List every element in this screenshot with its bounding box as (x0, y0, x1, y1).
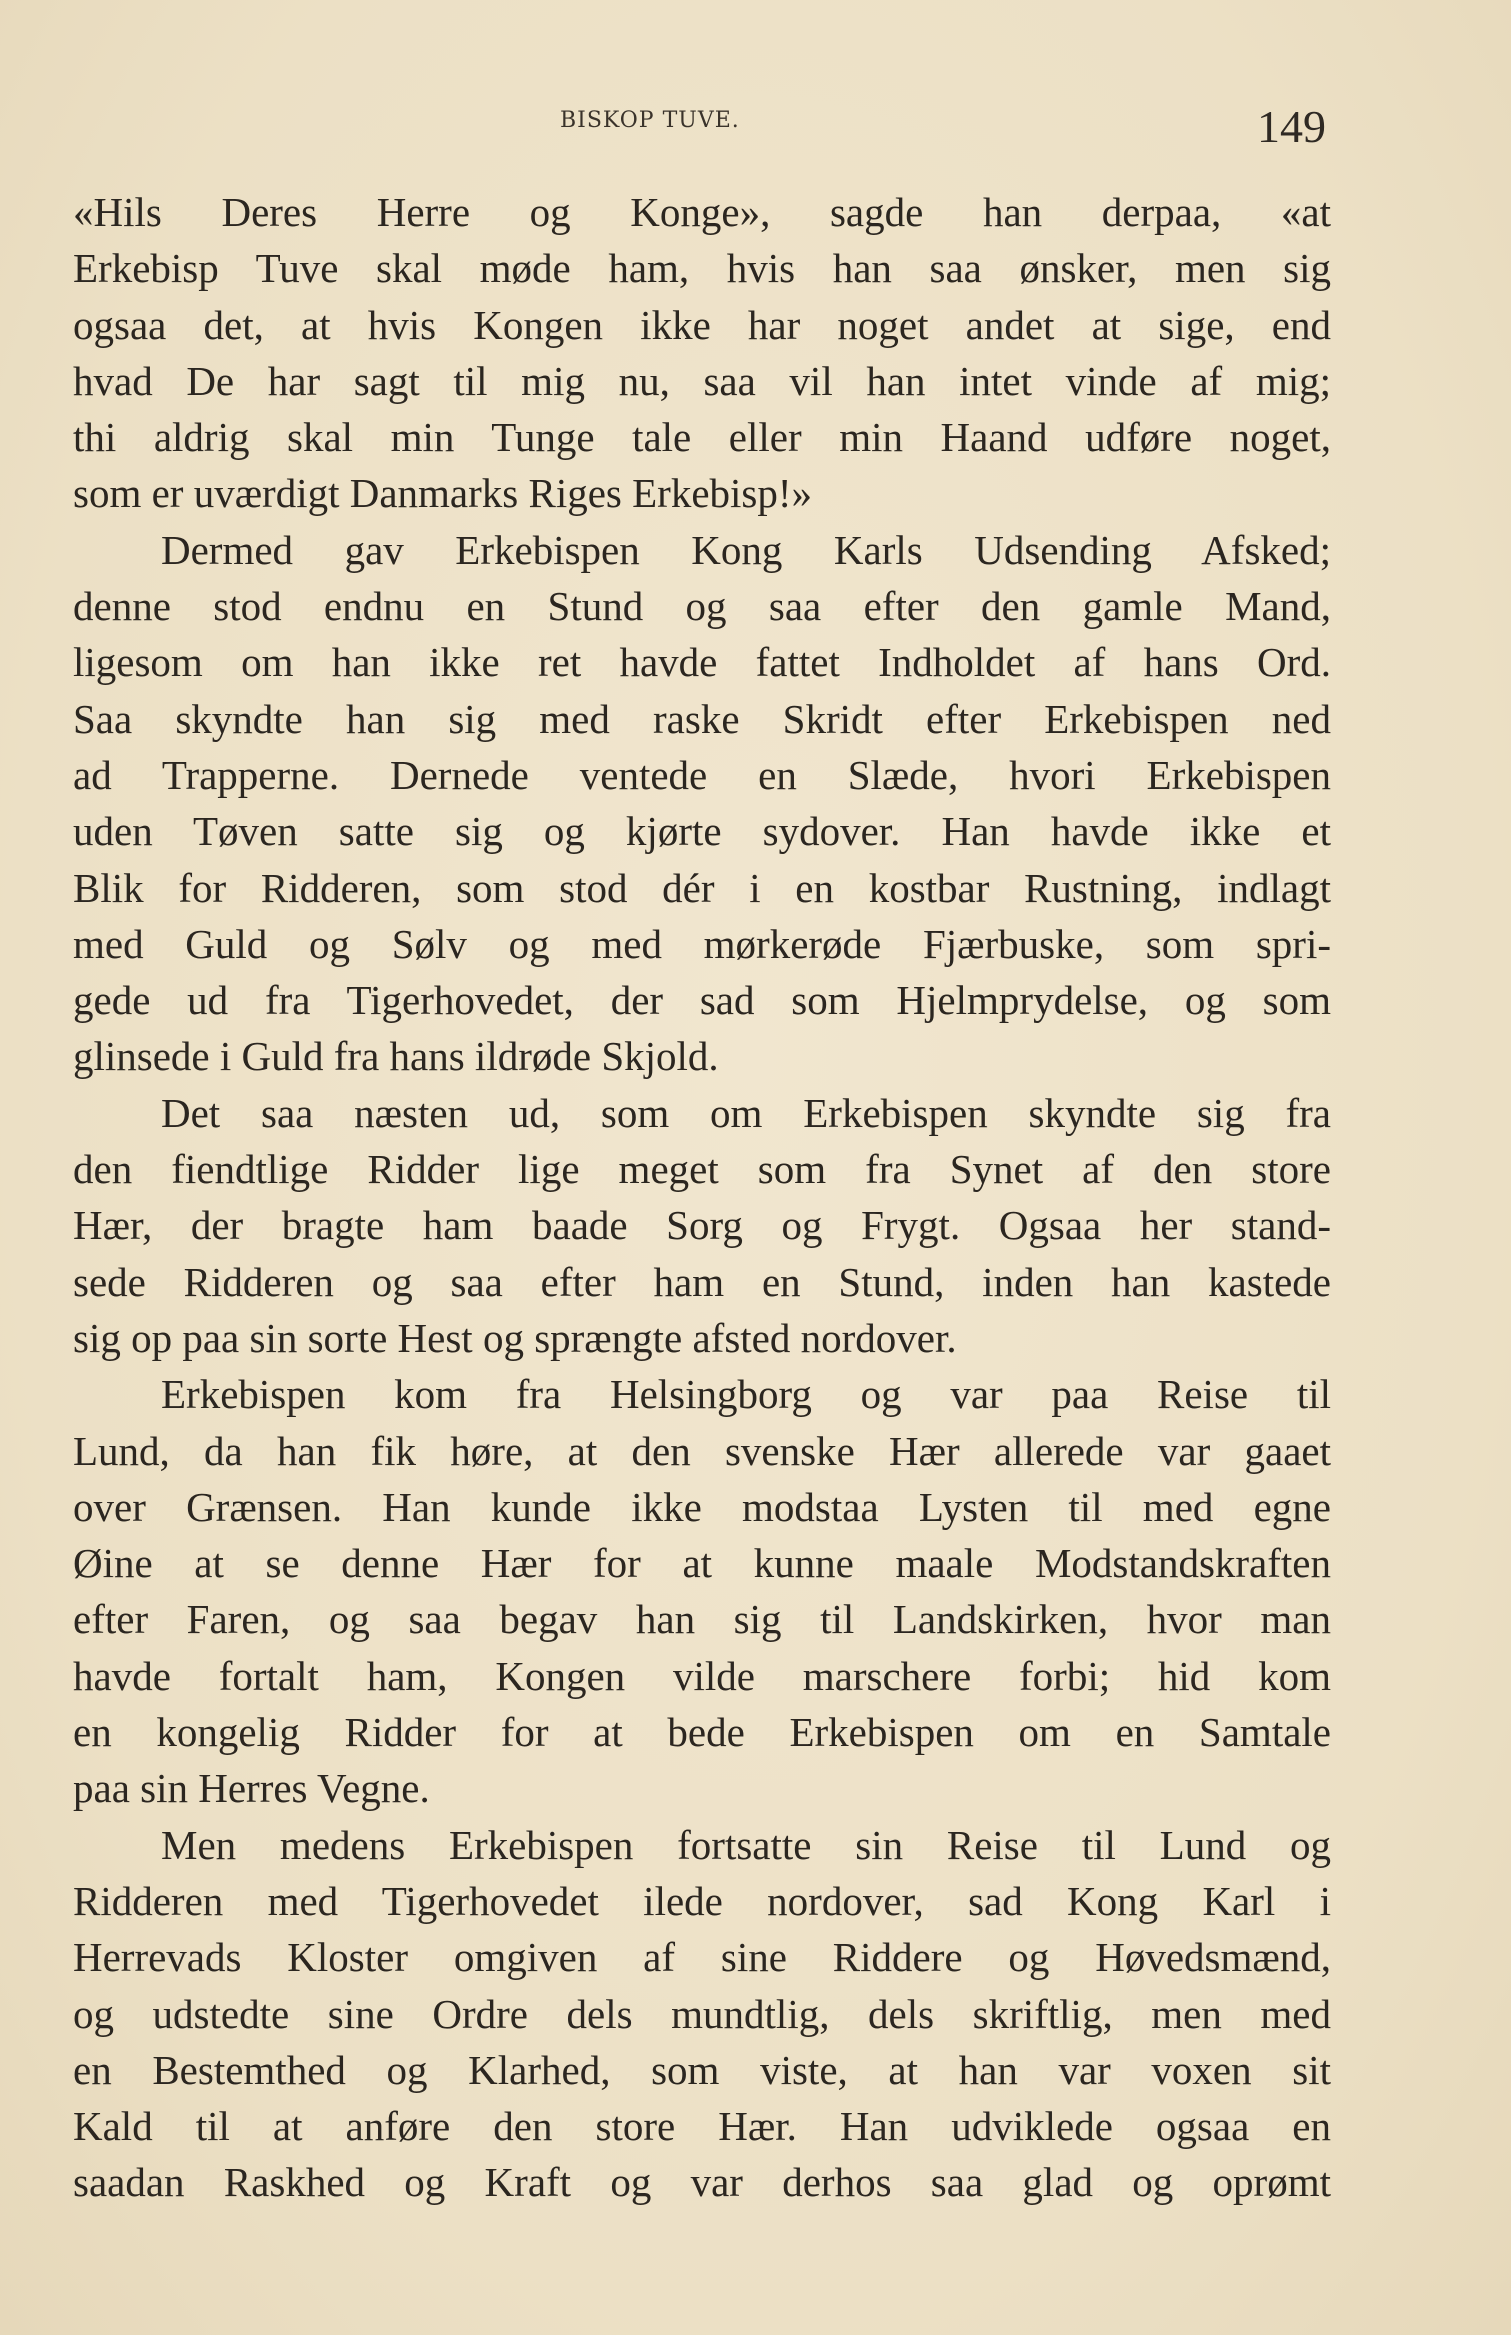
page-number: 149 (1257, 101, 1326, 152)
text-line: over Grænsen. Han kunde ikke modstaa Lysten til med egne (73, 1483, 1331, 1530)
text-line: efter Faren, og saa begav han sig til Landskirken, hvor man (73, 1596, 1331, 1643)
text-line: en Bestemthed og Klarhed, som viste, at han var voxen sit (73, 2046, 1331, 2093)
text-line: en kongelig Ridder for at bede Erkebispen om en Samtale (73, 1709, 1331, 1756)
text-line: ligesom om han ikke ret havde fattet Indholdet af hans Ord. (73, 639, 1331, 686)
text-line: gede ud fra Tigerhovedet, der sad som Hjelmprydelse, og som (73, 977, 1331, 1024)
text-line: thi aldrig skal min Tunge tale eller min Haand udføre noget, (73, 414, 1331, 461)
text-line: Erkebispen kom fra Helsingborg og var paa Reise til (161, 1371, 1331, 1418)
text-line: Ridderen med Tigerhovedet ilede nordover, sad Kong Karl i (73, 1877, 1331, 1924)
running-head: BISKOP TUVE. (560, 108, 740, 133)
text-line: Det saa næsten ud, som om Erkebispen skyndte sig fra (161, 1089, 1331, 1136)
text-line: den fiendtlige Ridder lige meget som fra Synet af den store (73, 1146, 1331, 1193)
text-line: Blik for Ridderen, som stod dér i en kostbar Rustning, indlagt (73, 864, 1331, 911)
text-line: ogsaa det, at hvis Kongen ikke har noget andet at sige, end (73, 301, 1331, 348)
text-line: Erkebisp Tuve skal møde ham, hvis han saa ønsker, men sig (73, 245, 1331, 292)
body-text (73, 184, 1331, 2211)
text-line: Men medens Erkebispen fortsatte sin Reise til Lund og (161, 1821, 1331, 1868)
text-line: havde fortalt ham, Kongen vilde marschere forbi; hid kom (73, 1652, 1331, 1699)
text-line: Dermed gav Erkebispen Kong Karls Udsending Afsked; (161, 526, 1331, 573)
text-line: Lund, da han fik høre, at den svenske Hær allerede var gaaet (73, 1427, 1331, 1474)
text-line: Øine at se denne Hær for at kunne maale Modstandskraften (73, 1540, 1331, 1587)
text-line: «Hils Deres Herre og Konge», sagde han derpaa, «at (73, 189, 1331, 235)
text-line: sede Ridderen og saa efter ham en Stund, inden han kastede (73, 1258, 1331, 1305)
text-line: hvad De har sagt til mig nu, saa vil han intet vinde af mig; (73, 357, 1331, 404)
text-line: glinsede i Guld fra hans ildrøde Skjold. (73, 1033, 719, 1080)
text-line: og udstedte sine Ordre dels mundtlig, dels skriftlig, men med (73, 1990, 1331, 2037)
text-line: saadan Raskhed og Kraft og var derhos saa glad og oprømt (73, 2159, 1331, 2206)
text-line: uden Tøven satte sig og kjørte sydover. Han havde ikke et (73, 808, 1331, 855)
text-line: paa sin Herres Vegne. (73, 1765, 430, 1812)
text-line: med Guld og Sølv og med mørkerøde Fjærbuske, som spri- (73, 920, 1331, 967)
text-line: ad Trapperne. Dernede ventede en Slæde, hvori Erkebispen (73, 751, 1331, 798)
text-line: Saa skyndte han sig med raske Skridt efter Erkebispen ned (73, 695, 1331, 742)
text-line: Kald til at anføre den store Hær. Han udviklede ogsaa en (73, 2103, 1331, 2150)
text-line: denne stod endnu en Stund og saa efter den gamle Mand, (73, 583, 1331, 630)
text-line: Hær, der bragte ham baade Sorg og Frygt. Ogsaa her stand- (73, 1202, 1331, 1249)
text-line: Herrevads Kloster omgiven af sine Riddere og Høvedsmænd, (73, 1934, 1331, 1981)
text-line: sig op paa sin sorte Hest og sprængte afsted nordover. (73, 1314, 957, 1361)
text-line: som er uværdigt Danmarks Riges Erkebisp!» (73, 470, 813, 517)
